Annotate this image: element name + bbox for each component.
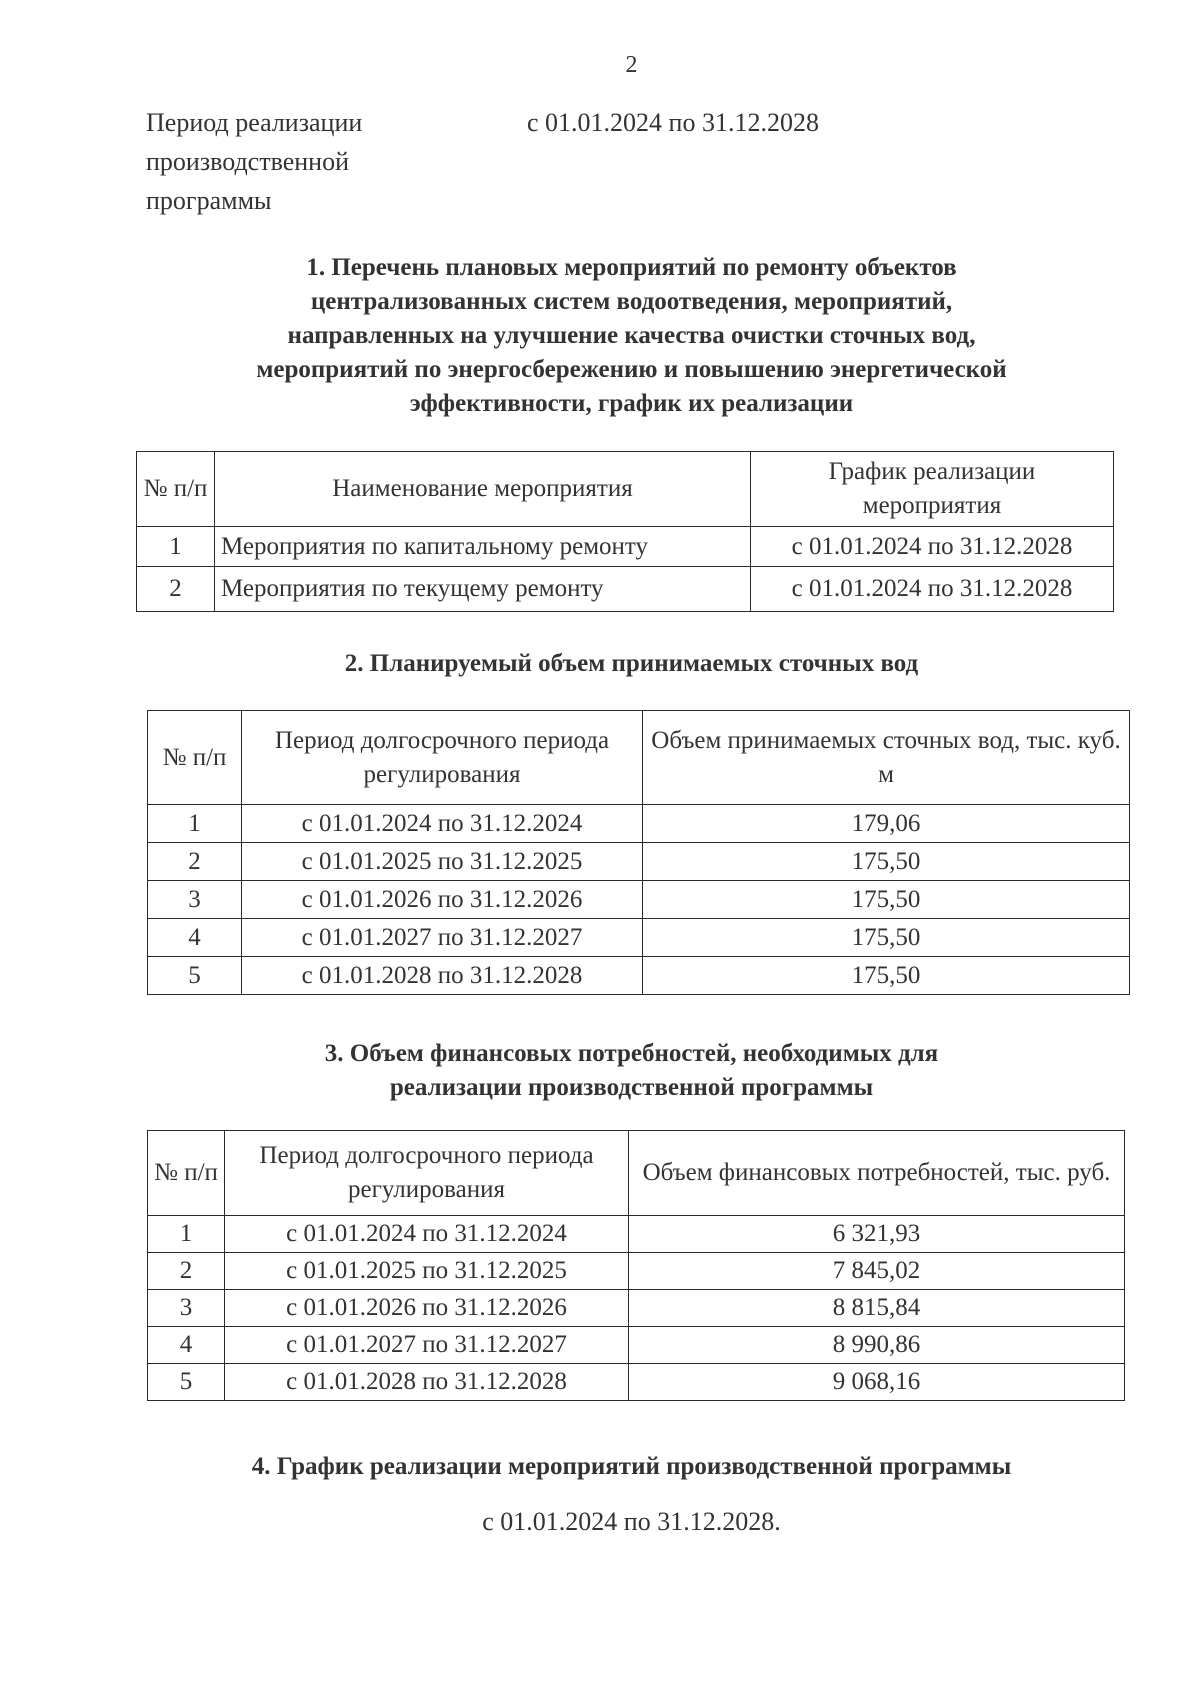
col-header-name: Наименование мероприятия (215, 452, 751, 527)
cell-period: с 01.01.2028 по 31.12.2028 (225, 1364, 629, 1401)
cell-finance: 8 815,84 (629, 1290, 1125, 1327)
cell-name: Мероприятия по текущему ремонту (215, 567, 751, 612)
cell-number: 1 (148, 805, 242, 843)
cell-number: 2 (137, 567, 215, 612)
cell-number: 5 (148, 957, 242, 995)
table-row (148, 1290, 1125, 1327)
col-header-number: № п/п (148, 711, 242, 805)
section1-table (136, 451, 1114, 612)
cell-period: с 01.01.2025 по 31.12.2025 (225, 1253, 629, 1290)
cell-finance: 6 321,93 (629, 1216, 1125, 1253)
section2-table (147, 710, 1130, 995)
col-header-number: № п/п (148, 1131, 225, 1216)
section4-title-line: 4. График реализации мероприятий производственной программы (251, 1453, 1012, 1480)
cell-period: с 01.01.2027 по 31.12.2027 (225, 1327, 629, 1364)
section3-title-line: 3. Объем финансовых потребностей, необходимых для (324, 1040, 939, 1067)
table-row (148, 957, 1130, 995)
cell-period: с 01.01.2028 по 31.12.2028 (242, 957, 643, 995)
section4-title (120, 1450, 1143, 1484)
section3-title-line: реализации производственной программы (389, 1074, 874, 1101)
page-number: 2 (625, 52, 638, 78)
cell-number: 4 (148, 1327, 225, 1364)
table-row (148, 843, 1130, 881)
section4-value: с 01.01.2024 по 31.12.2028. (482, 1507, 781, 1536)
cell-finance: 9 068,16 (629, 1364, 1125, 1401)
section3-title (120, 1037, 1143, 1105)
section1-title-line: 1. Перечень плановых мероприятий по ремонту объектов (306, 254, 957, 281)
table-header-row (148, 1131, 1125, 1216)
table-header-row (137, 452, 1114, 527)
cell-volume: 175,50 (643, 957, 1130, 995)
cell-volume: 175,50 (643, 919, 1130, 957)
col-header-number: № п/п (137, 452, 215, 527)
period-label-line: Период реализации (146, 108, 363, 137)
cell-volume: 175,50 (643, 881, 1130, 919)
table-header-row (148, 711, 1130, 805)
col-header-schedule: График реализации мероприятия (751, 452, 1114, 527)
table-row (148, 919, 1130, 957)
table-row (148, 1216, 1125, 1253)
cell-number: 2 (148, 1253, 225, 1290)
cell-finance: 7 845,02 (629, 1253, 1125, 1290)
cell-finance: 8 990,86 (629, 1327, 1125, 1364)
cell-number: 1 (148, 1216, 225, 1253)
cell-number: 3 (148, 1290, 225, 1327)
section1-title-line: эффективности, график их реализации (409, 390, 854, 417)
cell-period: с 01.01.2026 по 31.12.2026 (242, 881, 643, 919)
section3-table (147, 1130, 1125, 1401)
cell-name: Мероприятия по капитальному ремонту (215, 527, 751, 567)
cell-period: с 01.01.2024 по 31.12.2024 (225, 1216, 629, 1253)
period-label-line: программы (146, 186, 272, 215)
cell-period: с 01.01.2024 по 31.12.2024 (242, 805, 643, 843)
section2-title-line: 2. Планируемый объем принимаемых сточных вод (344, 650, 919, 677)
col-header-finance: Объем финансовых потребностей, тыс. руб. (629, 1131, 1125, 1216)
table-row (148, 1253, 1125, 1290)
section1-title (120, 251, 1143, 421)
cell-number: 2 (148, 843, 242, 881)
period-value: с 01.01.2024 по 31.12.2028 (527, 108, 819, 137)
table-row (148, 805, 1130, 843)
cell-period: с 01.01.2027 по 31.12.2027 (242, 919, 643, 957)
period-label (146, 103, 362, 220)
table-row (148, 881, 1130, 919)
cell-period: с 01.01.2026 по 31.12.2026 (225, 1290, 629, 1327)
cell-volume: 175,50 (643, 843, 1130, 881)
cell-number: 1 (137, 527, 215, 567)
section1-title-line: централизованных систем водоотведения, мероприятий, (310, 288, 953, 315)
section1-title-line: мероприятий по энергосбережению и повышению энергетической (256, 356, 1007, 383)
cell-schedule: с 01.01.2024 по 31.12.2028 (751, 527, 1114, 567)
cell-number: 4 (148, 919, 242, 957)
section1-title-line: направленных на улучшение качества очистки сточных вод, (287, 322, 976, 349)
cell-volume: 179,06 (643, 805, 1130, 843)
cell-period: с 01.01.2025 по 31.12.2025 (242, 843, 643, 881)
section2-title (120, 647, 1143, 681)
table-row (148, 1327, 1125, 1364)
col-header-volume: Объем принимаемых сточных вод, тыс. куб. м (643, 711, 1130, 805)
cell-number: 3 (148, 881, 242, 919)
table-row (148, 1364, 1125, 1401)
col-header-period: Период долгосрочного периода регулирования (242, 711, 643, 805)
col-header-period: Период долгосрочного периода регулирования (225, 1131, 629, 1216)
cell-schedule: с 01.01.2024 по 31.12.2028 (751, 567, 1114, 612)
cell-number: 5 (148, 1364, 225, 1401)
period-label-line: производственной (146, 147, 349, 176)
table-row (137, 567, 1114, 612)
table-row (137, 527, 1114, 567)
